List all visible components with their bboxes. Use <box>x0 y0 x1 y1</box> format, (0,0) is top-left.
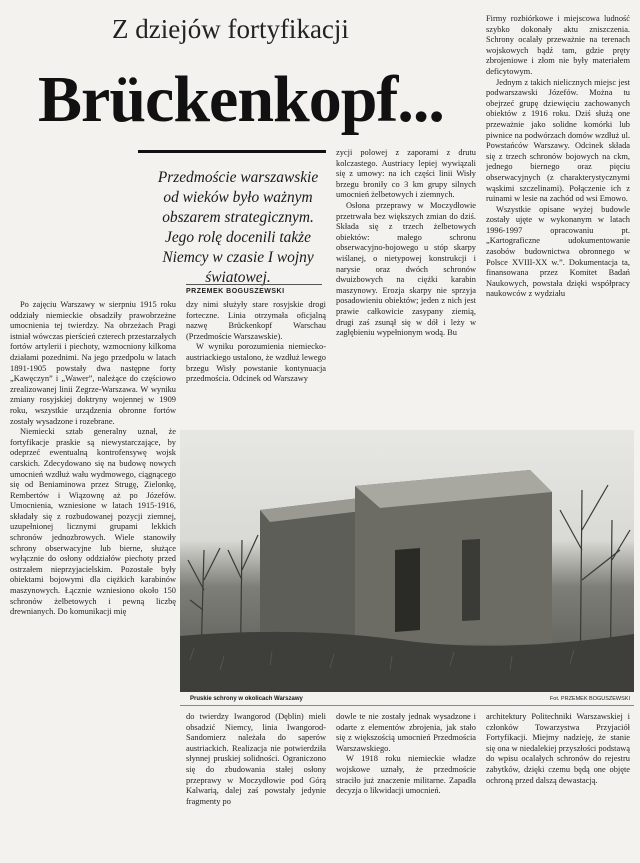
paragraph: Po zajęciu Warszawy w sierpniu 1915 roku oddziały niemieckie obsadziły prawobrzeżne umocnienia tej twierdzy. Na obrzeżach Pragi istniał wówczas pierścień czterech przestarzałych fortów artylerii i piechoty, wzmocniony kilkoma działami pozednimi. Na jego przedpolu w latach 1891-1905 powstały dwa następne forty „Kawęczyn” i „Wawer”, należące do częściowo zrealizowanej linii Zegrze-Warszawa. W wyniku zmiany rosyjskiej doktryny wojennej w 1909 roku, wszystkie urządzenia obronne fortów zostały wysadzone i rozebrane. <box>10 300 176 426</box>
article-kicker: Z dziejów fortyfikacji <box>112 14 349 44</box>
text-column-4-bottom <box>486 712 630 858</box>
bunker-photo-drawing <box>180 430 634 692</box>
text-column-1 <box>10 300 176 858</box>
paragraph: dzy nimi służyły stare rosyjskie drogi forteczne. Linia otrzymała oficjalną nazwę Brückenkopf Warschau (Przedmoście Warszawskie). <box>186 300 326 341</box>
bunker-photo <box>180 430 634 692</box>
article-lead: Przedmoście warszawskie od wieków było ważnym obszarem strategicznym. Jego rolę docenili także Niemcy w czasie I wojny światowej. <box>157 169 319 286</box>
paragraph: Firmy rozbiórkowe i miejscowa ludność szybko dokonały aktu zniszczenia. Schrony ocalały przeważnie na terenach wojskowych bądź tam, gdzie pręty zbrojeniowe i złom nie były materiałem deficytowym. <box>486 14 630 76</box>
paragraph: zycji polowej z zaporami z drutu kolczastego. Austriacy lepiej wywiązali się z umowy: na ich części linii Wisły brzegu broniły co 3 km grupy silnych umocnień żelbetowych i ziemnych. <box>336 148 476 200</box>
paragraph: Wszystkie opisane wyżej budowle zostały ujęte w wykonanym w latach 1996-1997 opracowaniu pt. „Kartograficzne udokumentowanie zasobów budownictwa obronnego w Polsce XVIII-XX w.”. Dokumentacja ta, finansowana przez Komitet Badań Naukowych, powstała dzięki współpracy naukowców z wydziału <box>486 204 630 299</box>
title-rule <box>138 150 326 153</box>
text-column-2 <box>186 300 326 422</box>
text-column-3-bottom <box>336 712 476 858</box>
text-column-3 <box>336 148 476 428</box>
text-column-2-bottom <box>186 712 326 858</box>
paragraph: Jednym z takich nielicznych miejsc jest podwarszawski Józefów. Można tu obejrzeć grupę dziewięciu zachowanych obiektów z 1916 roku. Dziś służą one przeważnie jako solidne komórki lub piwnice na podwórzach domów wzdłuż ul. Powstańców Warszawy. Odcinek składa się z trzech schronów bojowych na ckm, jednego biernego oraz pięciu obserwacyjnych (z charakterystycznymi wąskimi szczelinami). Połączenie ich z ruinami w lesie na zachód od wsi Emowo. <box>486 77 630 204</box>
caption-rule <box>180 705 634 706</box>
paragraph: architektury Politechniki Warszawskiej i członków Towarzystwa Przyjaciół Fortyfikacji. Miejmy nadzieję, że stanie się ona w niedalekiej przyszłości podstawą do wpisu ocalałych schronów do rejestru zabytków, dzięki czemu będą one objęte ochroną przed dalszą dewastacją. <box>486 712 630 785</box>
article-byline: PRZEMEK BOGUSZEWSKI <box>186 284 322 295</box>
photo-credit: Fot. PRZEMEK BOGUSZEWSKI <box>549 696 630 702</box>
paragraph: do twierdzy Iwangorod (Dęblin) mieli obsadzić Niemcy, linia Iwangorod-Sandomierz należała do saperów austriackich. Realizacja nie potwierdziła słynnej pruskiej solidności. Ograniczono się do zbudowania stałej osłony przeprawy w Moczydłowie pod Górą Kalwarią, dalej zaś powstały jedynie fragmenty po <box>186 712 326 806</box>
paragraph: Osłona przeprawy w Moczydłowie przetrwała bez większych zmian do dziś. Składa się z trzech żelbetowych obiektów: małego schronu obserwacyjno-bojowego u stóp skarpy wiślanej, o nietypowej konstrukcji i narysie oraz dwóch schronów dwuizbowych na ciężki karabin maszynowy. Erozja skarpy nie sprzyja posadowieniu obiektów; jeden z nich jest prawie całkowicie zasypany ziemią, drugi zaś zsunął się w dół i leży w zagłębieniu wypełnionym wodą. Bu <box>336 200 476 338</box>
paragraph: Niemiecki sztab generalny uznał, że fortyfikacje praskie są niewystarczające, by odeprzeć ewentualną kontrofensywę wojsk carskich. Zdecydowano się na budowę nowych umocnień wzdłuż wału wydmowego, ciągnącego się od Beniaminowa przez Strugę, Zielonkę, Rembertów i Wiązownę aż po Józefów. Umocnienia, wzniesione w latach 1915-1916, składały się z rozbudowanej pozycji ziemnej, uzupełnionej licznymi grupami lekkich schronów jednozbrowych. Wiele stanowiły schrony obserwacyjne lub bierne, służące wyłącznie do osłony oddziałów piechoty przed ostrzałem nieprzyjacielskim. Pozostałe były obiektami bojowymi dla ciężkich karabinów maszynowych. Łącznie wzniesiono około 150 schronów żelbetowych i pewną liczbę drewnianych. Do komunikacji mię <box>10 427 176 617</box>
article-title: Brückenkopf... <box>38 63 444 136</box>
paragraph: dowle te nie zostały jednak wysadzone i odarte z elementów zbrojenia, jak stało się z większością umocnień Przedmościa Warszawskiego. <box>336 712 476 753</box>
text-column-4 <box>486 14 630 428</box>
photo-caption: Pruskie schrony w okolicach Warszawy <box>190 696 303 702</box>
paragraph: W 1918 roku niemieckie władze wojskowe uznały, że przedmoście straciło już znaczenie militarne. Zapadła decyzja o likwidacji umocnień. <box>336 754 476 796</box>
paragraph: W wyniku porozumienia niemiecko-austriackiego ustalono, że wzdłuż lewego brzegu Wisły powstanie kontynuacja przedmościa. Odcinek od Warszawy <box>186 342 326 384</box>
